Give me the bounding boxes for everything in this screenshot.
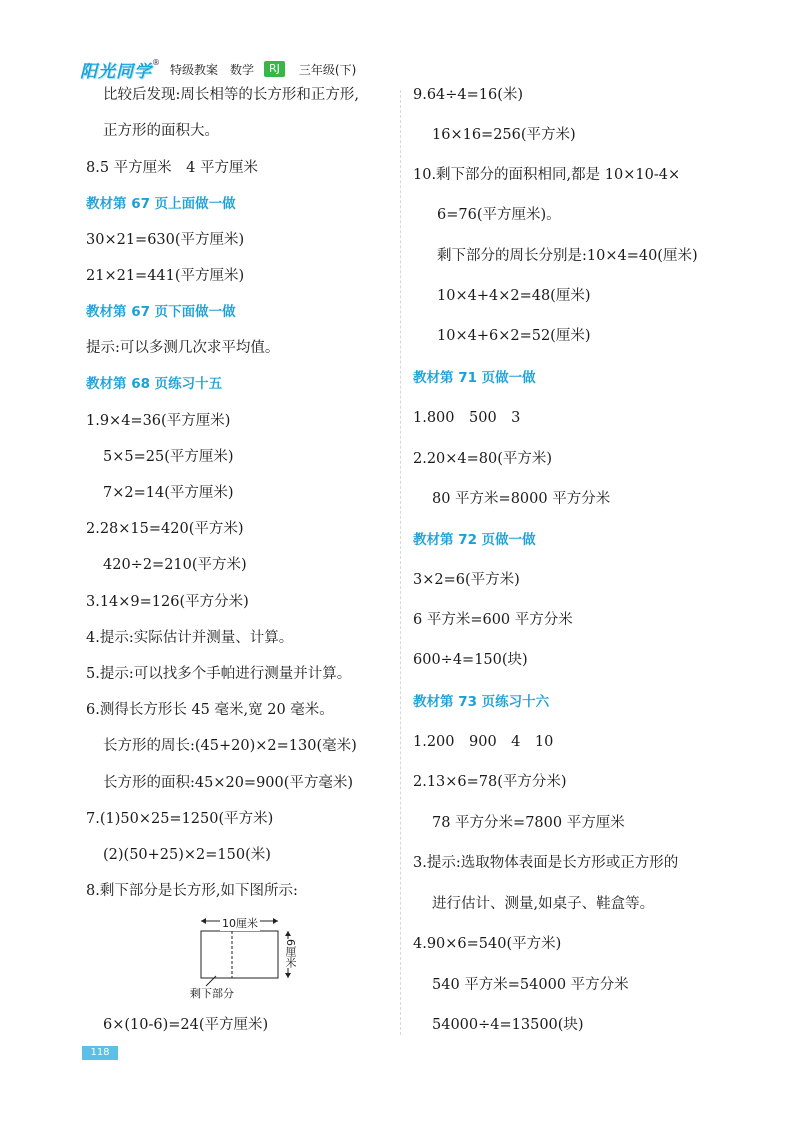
text-line: 正方形的面积大。	[103, 123, 219, 139]
text-line: 1.800 500 3	[413, 410, 521, 426]
text-line: 长方形的面积:45×20=900(平方毫米)	[103, 775, 354, 791]
section-heading: 教材第 68 页练习十五	[86, 376, 223, 392]
text-line: 54000÷4=13500(块)	[432, 1017, 584, 1033]
page-number: 118	[82, 1046, 118, 1060]
text-line: 比较后发现:周长相等的长方形和正方形,	[103, 87, 359, 103]
text-line: 8.5 平方厘米 4 平方厘米	[86, 160, 259, 176]
text-line: 6.测得长方形长 45 毫米,宽 20 毫米。	[86, 702, 334, 718]
text-line: 3×2=6(平方米)	[413, 572, 520, 588]
series-title: 特级教案	[170, 62, 219, 77]
text-line: 30×21=630(平方厘米)	[86, 232, 245, 248]
section-heading: 教材第 71 页做一做	[413, 370, 536, 386]
text-line: 进行估计、测量,如桌子、鞋盒等。	[432, 896, 655, 912]
text-line: 9.64÷4=16(米)	[413, 87, 524, 103]
text-line: 10.剩下部分的面积相同,都是 10×10-4×	[413, 167, 681, 183]
grade-label: 三年级(下)	[298, 62, 357, 77]
text-line: 16×16=256(平方米)	[432, 127, 576, 143]
text-line: 4.提示:实际估计并测量、计算。	[86, 630, 294, 646]
section-heading: 教材第 73 页练习十六	[413, 694, 550, 710]
text-line: 2.28×15=420(平方米)	[86, 521, 244, 537]
text-line: 3.提示:选取物体表面是长方形或正方形的	[413, 855, 679, 871]
text-line: 剩下部分的周长分别是:10×4=40(厘米)	[437, 248, 698, 264]
text-line: 5.提示:可以找多个手帕进行测量并计算。	[86, 666, 352, 682]
figure-caption: 剩下部分	[190, 987, 234, 1000]
text-line: 6 平方米=600 平方分米	[413, 612, 573, 628]
text-line: 540 平方米=54000 平方分米	[432, 977, 629, 993]
text-line: (2)(50+25)×2=150(米)	[103, 847, 271, 863]
section-heading: 教材第 72 页做一做	[413, 532, 536, 548]
section-heading: 教材第 67 页下面做一做	[86, 304, 236, 320]
width-label: 10厘米	[222, 917, 258, 930]
text-line: 8.剩下部分是长方形,如下图所示:	[86, 883, 298, 899]
text-line: 7.(1)50×25=1250(平方米)	[86, 811, 274, 827]
text-line: 2.13×6=78(平方分米)	[413, 774, 567, 790]
text-line: 提示:可以多测几次求平均值。	[86, 340, 280, 356]
text-line: 6=76(平方厘米)。	[437, 207, 561, 223]
text-line: 1.200 900 4 10	[413, 734, 554, 750]
text-line: 长方形的周长:(45+20)×2=130(毫米)	[103, 738, 357, 754]
section-heading: 教材第 67 页上面做一做	[86, 196, 236, 212]
text-line: 78 平方分米=7800 平方厘米	[432, 815, 625, 831]
subject-label: 数学	[230, 62, 255, 77]
registered-mark: ®	[152, 57, 160, 67]
height-label: 6厘米	[284, 939, 297, 968]
text-line: 1.9×4=36(平方厘米)	[86, 413, 231, 429]
text-line: 2.20×4=80(平方米)	[413, 451, 553, 467]
text-line: 420÷2=210(平方米)	[103, 557, 247, 573]
text-line: 80 平方米=8000 平方分米	[432, 491, 611, 507]
text-line: 3.14×9=126(平方分米)	[86, 594, 249, 610]
text-line: 7×2=14(平方厘米)	[103, 485, 234, 501]
edition-badge: RJ	[264, 61, 285, 77]
text-line: 6×(10-6)=24(平方厘米)	[103, 1017, 269, 1033]
brand-logo: 阳光同学	[80, 61, 152, 82]
text-line: 600÷4=150(块)	[413, 652, 528, 668]
text-line: 5×5=25(平方厘米)	[103, 449, 234, 465]
text-line: 4.90×6=540(平方米)	[413, 936, 562, 952]
text-line: 10×4+6×2=52(厘米)	[437, 328, 591, 344]
text-line: 21×21=441(平方厘米)	[86, 268, 245, 284]
text-line: 10×4+4×2=48(厘米)	[437, 288, 591, 304]
